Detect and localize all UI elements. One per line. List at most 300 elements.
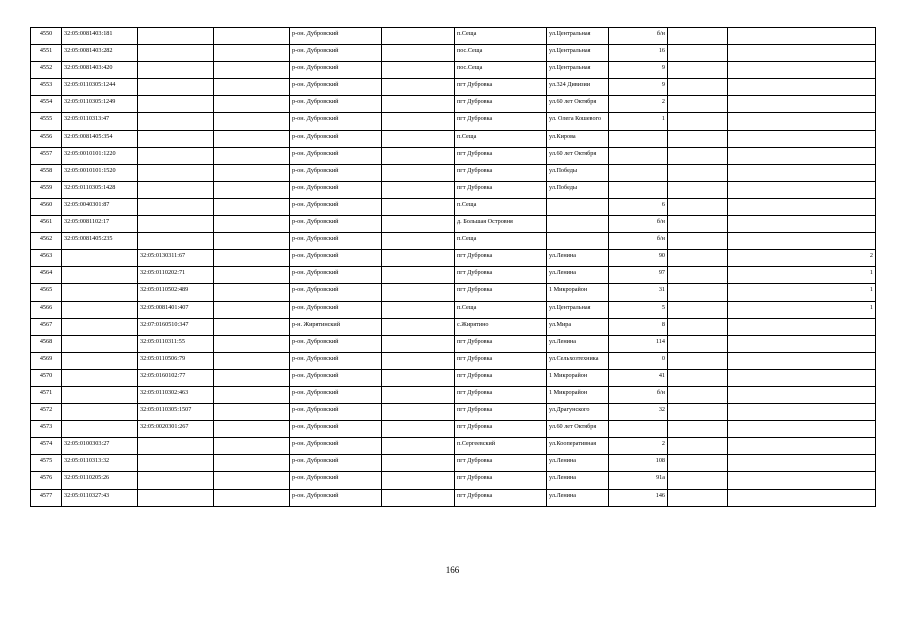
row-number-cell: 4559 — [31, 181, 62, 198]
empty-cell — [382, 352, 455, 369]
cadastral-number-alt-cell — [138, 164, 214, 181]
page-number: 166 — [445, 565, 460, 575]
street-cell: ул.Ленина — [547, 455, 609, 472]
table-row — [31, 113, 876, 130]
extra-cell — [668, 301, 728, 318]
district-cell: р-он. Дубровский — [290, 352, 382, 369]
cadastral-number-alt-cell: 32:05:0081401:407 — [138, 301, 214, 318]
empty-cell — [214, 455, 290, 472]
district-cell: р-он. Дубровский — [290, 28, 382, 45]
extra-cell — [668, 472, 728, 489]
settlement-cell: п.Сеща — [455, 233, 547, 250]
house-number-cell: 5 — [609, 301, 668, 318]
street-cell: ул.Ленина — [547, 250, 609, 267]
unit-count-cell — [728, 369, 876, 386]
row-number-cell: 4572 — [31, 404, 62, 421]
row-number-cell: 4564 — [31, 267, 62, 284]
table-row — [31, 164, 876, 181]
district-cell: р-он. Дубровский — [290, 147, 382, 164]
unit-count-cell — [728, 216, 876, 233]
district-cell: р-он. Дубровский — [290, 386, 382, 403]
table-row — [31, 421, 876, 438]
empty-cell — [382, 369, 455, 386]
street-cell: ул.60 лет Октября — [547, 147, 609, 164]
row-number-cell: 4566 — [31, 301, 62, 318]
house-number-cell: 2 — [609, 438, 668, 455]
cadastral-number-alt-cell — [138, 130, 214, 147]
district-cell: р-он. Дубровский — [290, 284, 382, 301]
house-number-cell: б/н — [609, 216, 668, 233]
street-cell: ул.Победы — [547, 164, 609, 181]
unit-count-cell — [728, 28, 876, 45]
table-row — [31, 147, 876, 164]
empty-cell — [214, 284, 290, 301]
table-row — [31, 267, 876, 284]
extra-cell — [668, 79, 728, 96]
row-number-cell: 4574 — [31, 438, 62, 455]
empty-cell — [214, 198, 290, 215]
empty-cell — [382, 404, 455, 421]
table-row — [31, 455, 876, 472]
settlement-cell: пгт Дубровка — [455, 181, 547, 198]
empty-cell — [382, 455, 455, 472]
cadastral-number-cell: 32:05:0081403:181 — [62, 28, 138, 45]
district-cell: р-он. Дубровский — [290, 62, 382, 79]
cadastral-number-alt-cell: 32:05:0110202:71 — [138, 267, 214, 284]
settlement-cell: пгт Дубровка — [455, 250, 547, 267]
row-number-cell: 4554 — [31, 96, 62, 113]
extra-cell — [668, 45, 728, 62]
empty-cell — [382, 181, 455, 198]
cadastral-number-cell: 32:05:0010101:1220 — [62, 147, 138, 164]
table-row — [31, 79, 876, 96]
district-cell: р-он. Дубровский — [290, 472, 382, 489]
empty-cell — [214, 267, 290, 284]
house-number-cell — [609, 130, 668, 147]
extra-cell — [668, 62, 728, 79]
row-number-cell: 4576 — [31, 472, 62, 489]
empty-cell — [214, 369, 290, 386]
empty-cell — [382, 198, 455, 215]
extra-cell — [668, 233, 728, 250]
cadastral-number-cell: 32:05:0110327:43 — [62, 489, 138, 506]
district-cell: р-он. Дубровский — [290, 250, 382, 267]
house-number-cell: 9 — [609, 79, 668, 96]
settlement-cell: пгт Дубровка — [455, 147, 547, 164]
cadastral-number-alt-cell — [138, 28, 214, 45]
cadastral-number-cell: 32:05:0110205:26 — [62, 472, 138, 489]
unit-count-cell: 1 — [728, 284, 876, 301]
district-cell: р-он. Дубровский — [290, 421, 382, 438]
unit-count-cell — [728, 198, 876, 215]
empty-cell — [214, 472, 290, 489]
street-cell: ул.Ленина — [547, 489, 609, 506]
extra-cell — [668, 130, 728, 147]
cadastral-number-alt-cell — [138, 181, 214, 198]
empty-cell — [382, 233, 455, 250]
table-row — [31, 130, 876, 147]
street-cell — [547, 216, 609, 233]
cadastral-number-cell: 32:05:0081403:420 — [62, 62, 138, 79]
house-number-cell: 16 — [609, 45, 668, 62]
empty-cell — [214, 79, 290, 96]
settlement-cell: пос.Сеща — [455, 45, 547, 62]
row-number-cell: 4568 — [31, 335, 62, 352]
house-number-cell: 2 — [609, 96, 668, 113]
cadastral-number-alt-cell — [138, 216, 214, 233]
cadastral-number-cell: 32:05:0110313:32 — [62, 455, 138, 472]
street-cell: 1 Микрорайон — [547, 284, 609, 301]
house-number-cell: 146 — [609, 489, 668, 506]
street-cell: ул.Мира — [547, 318, 609, 335]
house-number-cell — [609, 181, 668, 198]
unit-count-cell — [728, 62, 876, 79]
empty-cell — [382, 301, 455, 318]
unit-count-cell: 1 — [728, 301, 876, 318]
house-number-cell: б/н — [609, 386, 668, 403]
cadastral-number-cell — [62, 404, 138, 421]
row-number-cell: 4557 — [31, 147, 62, 164]
street-cell: ул.Центральная — [547, 301, 609, 318]
house-number-cell: 1 — [609, 113, 668, 130]
unit-count-cell: 1 — [728, 267, 876, 284]
district-cell: р-он. Дубровский — [290, 455, 382, 472]
cadastral-number-cell — [62, 301, 138, 318]
street-cell — [547, 233, 609, 250]
unit-count-cell — [728, 489, 876, 506]
table-row — [31, 386, 876, 403]
row-number-cell: 4555 — [31, 113, 62, 130]
extra-cell — [668, 164, 728, 181]
table-row — [31, 369, 876, 386]
settlement-cell: пгт Дубровка — [455, 352, 547, 369]
cadastral-number-cell — [62, 386, 138, 403]
unit-count-cell — [728, 438, 876, 455]
cadastral-number-alt-cell — [138, 96, 214, 113]
street-cell: ул.Ленина — [547, 335, 609, 352]
cadastral-number-alt-cell — [138, 62, 214, 79]
empty-cell — [214, 404, 290, 421]
cadastral-number-alt-cell — [138, 147, 214, 164]
cadastral-number-cell — [62, 284, 138, 301]
cadastral-number-alt-cell — [138, 113, 214, 130]
table-row — [31, 181, 876, 198]
district-cell: р-он. Дубровский — [290, 130, 382, 147]
registry-document — [30, 27, 875, 507]
cadastral-number-cell — [62, 421, 138, 438]
row-number-cell: 4552 — [31, 62, 62, 79]
cadastral-number-alt-cell: 32:05:0020301:267 — [138, 421, 214, 438]
unit-count-cell — [728, 113, 876, 130]
unit-count-cell — [728, 318, 876, 335]
row-number-cell: 4556 — [31, 130, 62, 147]
empty-cell — [382, 130, 455, 147]
empty-cell — [214, 181, 290, 198]
house-number-cell — [609, 421, 668, 438]
cadastral-number-alt-cell — [138, 233, 214, 250]
property-registry-table — [30, 27, 876, 507]
unit-count-cell — [728, 96, 876, 113]
table-row — [31, 404, 876, 421]
empty-cell — [382, 386, 455, 403]
empty-cell — [214, 386, 290, 403]
extra-cell — [668, 438, 728, 455]
extra-cell — [668, 198, 728, 215]
settlement-cell: пгт Дубровка — [455, 96, 547, 113]
unit-count-cell — [728, 472, 876, 489]
table-row — [31, 233, 876, 250]
settlement-cell: д. Большая Островня — [455, 216, 547, 233]
row-number-cell: 4571 — [31, 386, 62, 403]
settlement-cell: пос.Сеща — [455, 62, 547, 79]
unit-count-cell: 2 — [728, 250, 876, 267]
cadastral-number-cell — [62, 267, 138, 284]
table-row — [31, 62, 876, 79]
unit-count-cell — [728, 455, 876, 472]
extra-cell — [668, 318, 728, 335]
extra-cell — [668, 352, 728, 369]
table-row — [31, 472, 876, 489]
extra-cell — [668, 335, 728, 352]
cadastral-number-alt-cell — [138, 455, 214, 472]
extra-cell — [668, 386, 728, 403]
empty-cell — [382, 28, 455, 45]
extra-cell — [668, 216, 728, 233]
district-cell: р-он. Дубровский — [290, 301, 382, 318]
empty-cell — [382, 216, 455, 233]
cadastral-number-alt-cell — [138, 472, 214, 489]
street-cell: ул.60 лет Октября — [547, 96, 609, 113]
house-number-cell — [609, 164, 668, 181]
district-cell: р-он. Дубровский — [290, 404, 382, 421]
extra-cell — [668, 147, 728, 164]
empty-cell — [214, 28, 290, 45]
empty-cell — [214, 352, 290, 369]
district-cell: р-он. Дубровский — [290, 164, 382, 181]
cadastral-number-cell: 32:05:0010101:1520 — [62, 164, 138, 181]
table-row — [31, 352, 876, 369]
empty-cell — [382, 421, 455, 438]
row-number-cell: 4551 — [31, 45, 62, 62]
row-number-cell: 4563 — [31, 250, 62, 267]
district-cell: р-он. Дубровский — [290, 335, 382, 352]
cadastral-number-alt-cell: 32:05:0110305:1507 — [138, 404, 214, 421]
street-cell: ул.Драгунского — [547, 404, 609, 421]
empty-cell — [214, 216, 290, 233]
district-cell: р-он. Дубровский — [290, 438, 382, 455]
cadastral-number-cell: 32:05:0081405:354 — [62, 130, 138, 147]
empty-cell — [382, 250, 455, 267]
house-number-cell: 9 — [609, 62, 668, 79]
unit-count-cell — [728, 352, 876, 369]
unit-count-cell — [728, 147, 876, 164]
empty-cell — [214, 62, 290, 79]
settlement-cell: с.Жирятино — [455, 318, 547, 335]
empty-cell — [382, 438, 455, 455]
house-number-cell: 31 — [609, 284, 668, 301]
district-cell: р-он. Дубровский — [290, 489, 382, 506]
row-number-cell: 4558 — [31, 164, 62, 181]
empty-cell — [382, 472, 455, 489]
empty-cell — [382, 96, 455, 113]
empty-cell — [382, 79, 455, 96]
empty-cell — [382, 267, 455, 284]
district-cell: р-он. Дубровский — [290, 45, 382, 62]
empty-cell — [382, 164, 455, 181]
empty-cell — [214, 335, 290, 352]
cadastral-number-cell — [62, 335, 138, 352]
cadastral-number-cell: 32:05:0110305:1249 — [62, 96, 138, 113]
street-cell: 1 Микрорайон — [547, 386, 609, 403]
settlement-cell: п.Сергеевский — [455, 438, 547, 455]
cadastral-number-cell: 32:05:0100303:27 — [62, 438, 138, 455]
house-number-cell: 0 — [609, 352, 668, 369]
unit-count-cell — [728, 164, 876, 181]
street-cell: ул.Центральная — [547, 45, 609, 62]
street-cell: ул.Ленина — [547, 267, 609, 284]
empty-cell — [214, 130, 290, 147]
cadastral-number-alt-cell: 32:05:0110502:489 — [138, 284, 214, 301]
empty-cell — [214, 96, 290, 113]
settlement-cell: п.Сеща — [455, 28, 547, 45]
settlement-cell: пгт Дубровка — [455, 267, 547, 284]
table-row — [31, 438, 876, 455]
house-number-cell: 90 — [609, 250, 668, 267]
cadastral-number-alt-cell: 32:07:0160510:347 — [138, 318, 214, 335]
empty-cell — [214, 147, 290, 164]
cadastral-number-cell: 32:05:0110305:1244 — [62, 79, 138, 96]
settlement-cell: пгт Дубровка — [455, 164, 547, 181]
cadastral-number-alt-cell — [138, 79, 214, 96]
cadastral-number-alt-cell — [138, 438, 214, 455]
extra-cell — [668, 96, 728, 113]
street-cell: ул.Кооперативная — [547, 438, 609, 455]
empty-cell — [214, 438, 290, 455]
house-number-cell: 97 — [609, 267, 668, 284]
settlement-cell: пгт Дубровка — [455, 421, 547, 438]
house-number-cell: 6 — [609, 198, 668, 215]
extra-cell — [668, 113, 728, 130]
street-cell: ул.Победы — [547, 181, 609, 198]
extra-cell — [668, 250, 728, 267]
cadastral-number-alt-cell — [138, 198, 214, 215]
district-cell: р-он. Дубровский — [290, 369, 382, 386]
house-number-cell: б/н — [609, 28, 668, 45]
settlement-cell: пгт Дубровка — [455, 284, 547, 301]
empty-cell — [382, 113, 455, 130]
cadastral-number-alt-cell: 32:05:0160102:77 — [138, 369, 214, 386]
house-number-cell — [609, 147, 668, 164]
cadastral-number-cell — [62, 250, 138, 267]
house-number-cell: 8 — [609, 318, 668, 335]
district-cell: р-он. Дубровский — [290, 233, 382, 250]
empty-cell — [214, 113, 290, 130]
cadastral-number-cell: 32:05:0081102:17 — [62, 216, 138, 233]
unit-count-cell — [728, 421, 876, 438]
empty-cell — [214, 421, 290, 438]
unit-count-cell — [728, 181, 876, 198]
extra-cell — [668, 455, 728, 472]
empty-cell — [382, 318, 455, 335]
row-number-cell: 4553 — [31, 79, 62, 96]
empty-cell — [214, 164, 290, 181]
street-cell: ул.Кирова — [547, 130, 609, 147]
table-row — [31, 318, 876, 335]
row-number-cell: 4569 — [31, 352, 62, 369]
house-number-cell: 114 — [609, 335, 668, 352]
table-row — [31, 28, 876, 45]
district-cell: р-н. Жирятинский — [290, 318, 382, 335]
table-row — [31, 198, 876, 215]
table-row — [31, 216, 876, 233]
cadastral-number-cell: 32:05:0110305:1428 — [62, 181, 138, 198]
house-number-cell: 32 — [609, 404, 668, 421]
unit-count-cell — [728, 233, 876, 250]
empty-cell — [382, 489, 455, 506]
street-cell: ул.Центральная — [547, 28, 609, 45]
settlement-cell: пгт Дубровка — [455, 489, 547, 506]
table-row — [31, 489, 876, 506]
row-number-cell: 4573 — [31, 421, 62, 438]
cadastral-number-alt-cell: 32:05:0130311:67 — [138, 250, 214, 267]
table-row — [31, 45, 876, 62]
table-row — [31, 96, 876, 113]
extra-cell — [668, 267, 728, 284]
cadastral-number-alt-cell: 32:05:0110302:463 — [138, 386, 214, 403]
house-number-cell: 41 — [609, 369, 668, 386]
empty-cell — [214, 489, 290, 506]
table-row — [31, 250, 876, 267]
district-cell: р-он. Дубровский — [290, 96, 382, 113]
street-cell: ул.Центральная — [547, 62, 609, 79]
empty-cell — [214, 301, 290, 318]
district-cell: р-он. Дубровский — [290, 267, 382, 284]
extra-cell — [668, 28, 728, 45]
settlement-cell: пгт Дубровка — [455, 79, 547, 96]
street-cell: ул.Сельхозтехника — [547, 352, 609, 369]
settlement-cell: пгт Дубровка — [455, 455, 547, 472]
cadastral-number-cell — [62, 318, 138, 335]
street-cell: ул. Олега Кошевого — [547, 113, 609, 130]
unit-count-cell — [728, 130, 876, 147]
row-number-cell: 4561 — [31, 216, 62, 233]
settlement-cell: пгт Дубровка — [455, 404, 547, 421]
settlement-cell: пгт Дубровка — [455, 113, 547, 130]
house-number-cell: 91а — [609, 472, 668, 489]
extra-cell — [668, 369, 728, 386]
cadastral-number-alt-cell: 32:05:0110311:55 — [138, 335, 214, 352]
street-cell: ул.324 Дивизии — [547, 79, 609, 96]
district-cell: р-он. Дубровский — [290, 113, 382, 130]
street-cell: ул.60 лет Октября — [547, 421, 609, 438]
district-cell: р-он. Дубровский — [290, 216, 382, 233]
settlement-cell: пгт Дубровка — [455, 369, 547, 386]
row-number-cell: 4562 — [31, 233, 62, 250]
row-number-cell: 4570 — [31, 369, 62, 386]
empty-cell — [382, 62, 455, 79]
cadastral-number-cell — [62, 352, 138, 369]
district-cell: р-он. Дубровский — [290, 79, 382, 96]
street-cell — [547, 198, 609, 215]
unit-count-cell — [728, 386, 876, 403]
row-number-cell: 4550 — [31, 28, 62, 45]
cadastral-number-cell: 32:05:0081405:235 — [62, 233, 138, 250]
cadastral-number-alt-cell — [138, 45, 214, 62]
settlement-cell: пгт Дубровка — [455, 472, 547, 489]
cadastral-number-alt-cell — [138, 489, 214, 506]
empty-cell — [382, 284, 455, 301]
row-number-cell: 4560 — [31, 198, 62, 215]
